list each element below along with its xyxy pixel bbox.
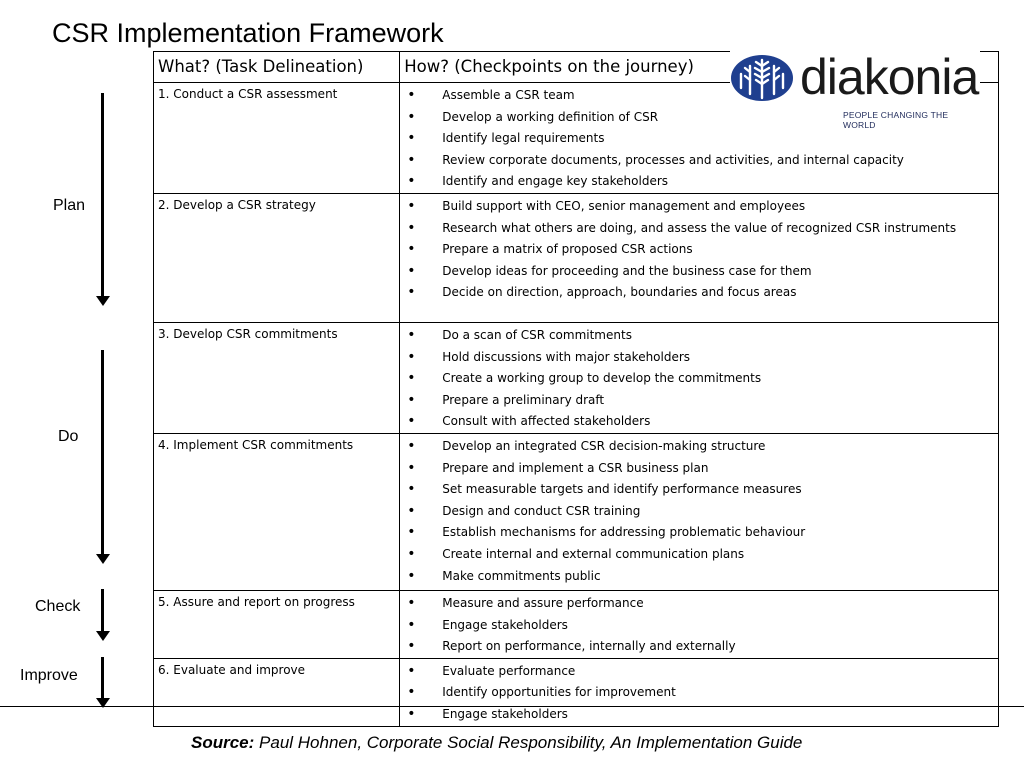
steps-cell — [400, 193, 999, 322]
table-row — [154, 193, 999, 322]
list-item: • Measure and assure performance — [400, 593, 998, 615]
table-row — [154, 322, 999, 433]
diakonia-logo — [730, 49, 980, 130]
source-label: Source: — [191, 733, 255, 752]
list-item: • Identify legal requirements — [400, 128, 998, 150]
list-item: • Decide on direction, approach, boundaries and focus areas — [400, 282, 998, 304]
list-item: • Assemble a CSR team — [400, 85, 998, 107]
list-item: • Review corporate documents, processes and activities, and internal capacity — [400, 150, 998, 172]
list-item: • Develop an integrated CSR decision-making structure — [400, 436, 998, 458]
source-citation — [191, 733, 802, 753]
step-list — [400, 325, 998, 433]
list-item: • Evaluate performance — [400, 661, 998, 683]
plan-arrow-icon — [96, 93, 110, 306]
check-arrow-icon — [96, 589, 110, 641]
steps-cell — [400, 433, 999, 590]
list-item: • Prepare a preliminary draft — [400, 390, 998, 412]
list-item: • Engage stakeholders — [400, 615, 998, 637]
step-list — [400, 661, 998, 726]
task-cell: 5. Assure and report on progress — [154, 590, 400, 658]
header-how: How? (Checkpoints on the journey) — [400, 52, 999, 83]
task-cell: 6. Evaluate and improve — [154, 658, 400, 726]
list-item: • Report on performance, internally and externally — [400, 636, 998, 658]
logo-tagline: PEOPLE CHANGING THE WORLD — [843, 110, 949, 130]
list-item: • Prepare a matrix of proposed CSR actions — [400, 239, 998, 261]
list-item: • Create internal and external communication plans — [400, 544, 998, 566]
phase-check-label: Check — [35, 598, 81, 615]
list-item: • Develop ideas for proceeding and the business case for them — [400, 261, 998, 283]
step-list — [400, 196, 998, 304]
footer-divider — [0, 706, 1024, 707]
phase-plan-label: Plan — [53, 197, 86, 214]
list-item: • Create a working group to develop the commitments — [400, 368, 998, 390]
framework-table — [153, 51, 999, 727]
list-item: • Do a scan of CSR commitments — [400, 325, 998, 347]
do-arrow-icon — [96, 350, 110, 564]
list-item: • Identify opportunities for improvement — [400, 682, 998, 704]
list-item: • Establish mechanisms for addressing problematic behaviour — [400, 522, 998, 544]
table-row — [154, 433, 999, 590]
list-item: • Hold discussions with major stakeholders — [400, 347, 998, 369]
list-item: • Make commitments public — [400, 566, 998, 588]
header-what: What? (Task Delineation) — [154, 52, 400, 83]
logo-wordmark: diakonia — [800, 49, 979, 105]
list-item: • Build support with CEO, senior management and employees — [400, 196, 998, 218]
list-item: • Research what others are doing, and assess the value of recognized CSR instruments — [400, 218, 998, 240]
task-cell: 1. Conduct a CSR assessment — [154, 83, 400, 194]
table-row — [154, 590, 999, 658]
step-list — [400, 593, 998, 658]
list-item: • Set measurable targets and identify performance measures — [400, 479, 998, 501]
task-cell: 4. Implement CSR commitments — [154, 433, 400, 590]
list-item: • Design and conduct CSR training — [400, 501, 998, 523]
steps-cell — [400, 658, 999, 726]
task-cell: 3. Develop CSR commitments — [154, 322, 400, 433]
improve-arrow-icon — [96, 657, 110, 708]
steps-cell — [400, 590, 999, 658]
list-item: • Prepare and implement a CSR business plan — [400, 458, 998, 480]
list-item: • Consult with affected stakeholders — [400, 411, 998, 433]
table-row — [154, 658, 999, 726]
phase-improve-label: Improve — [20, 667, 78, 684]
source-text: Paul Hohnen, Corporate Social Responsibility, An Implementation Guide — [259, 733, 803, 752]
wheat-emblem-icon — [730, 54, 794, 102]
list-item: • Engage stakeholders — [400, 704, 998, 726]
phase-do-label: Do — [58, 428, 79, 445]
list-item: • Develop a working definition of CSR — [400, 107, 998, 129]
slide-title: CSR Implementation Framework — [52, 18, 444, 48]
step-list — [400, 436, 998, 587]
steps-cell — [400, 322, 999, 433]
task-cell: 2. Develop a CSR strategy — [154, 193, 400, 322]
list-item: • Identify and engage key stakeholders — [400, 171, 998, 193]
